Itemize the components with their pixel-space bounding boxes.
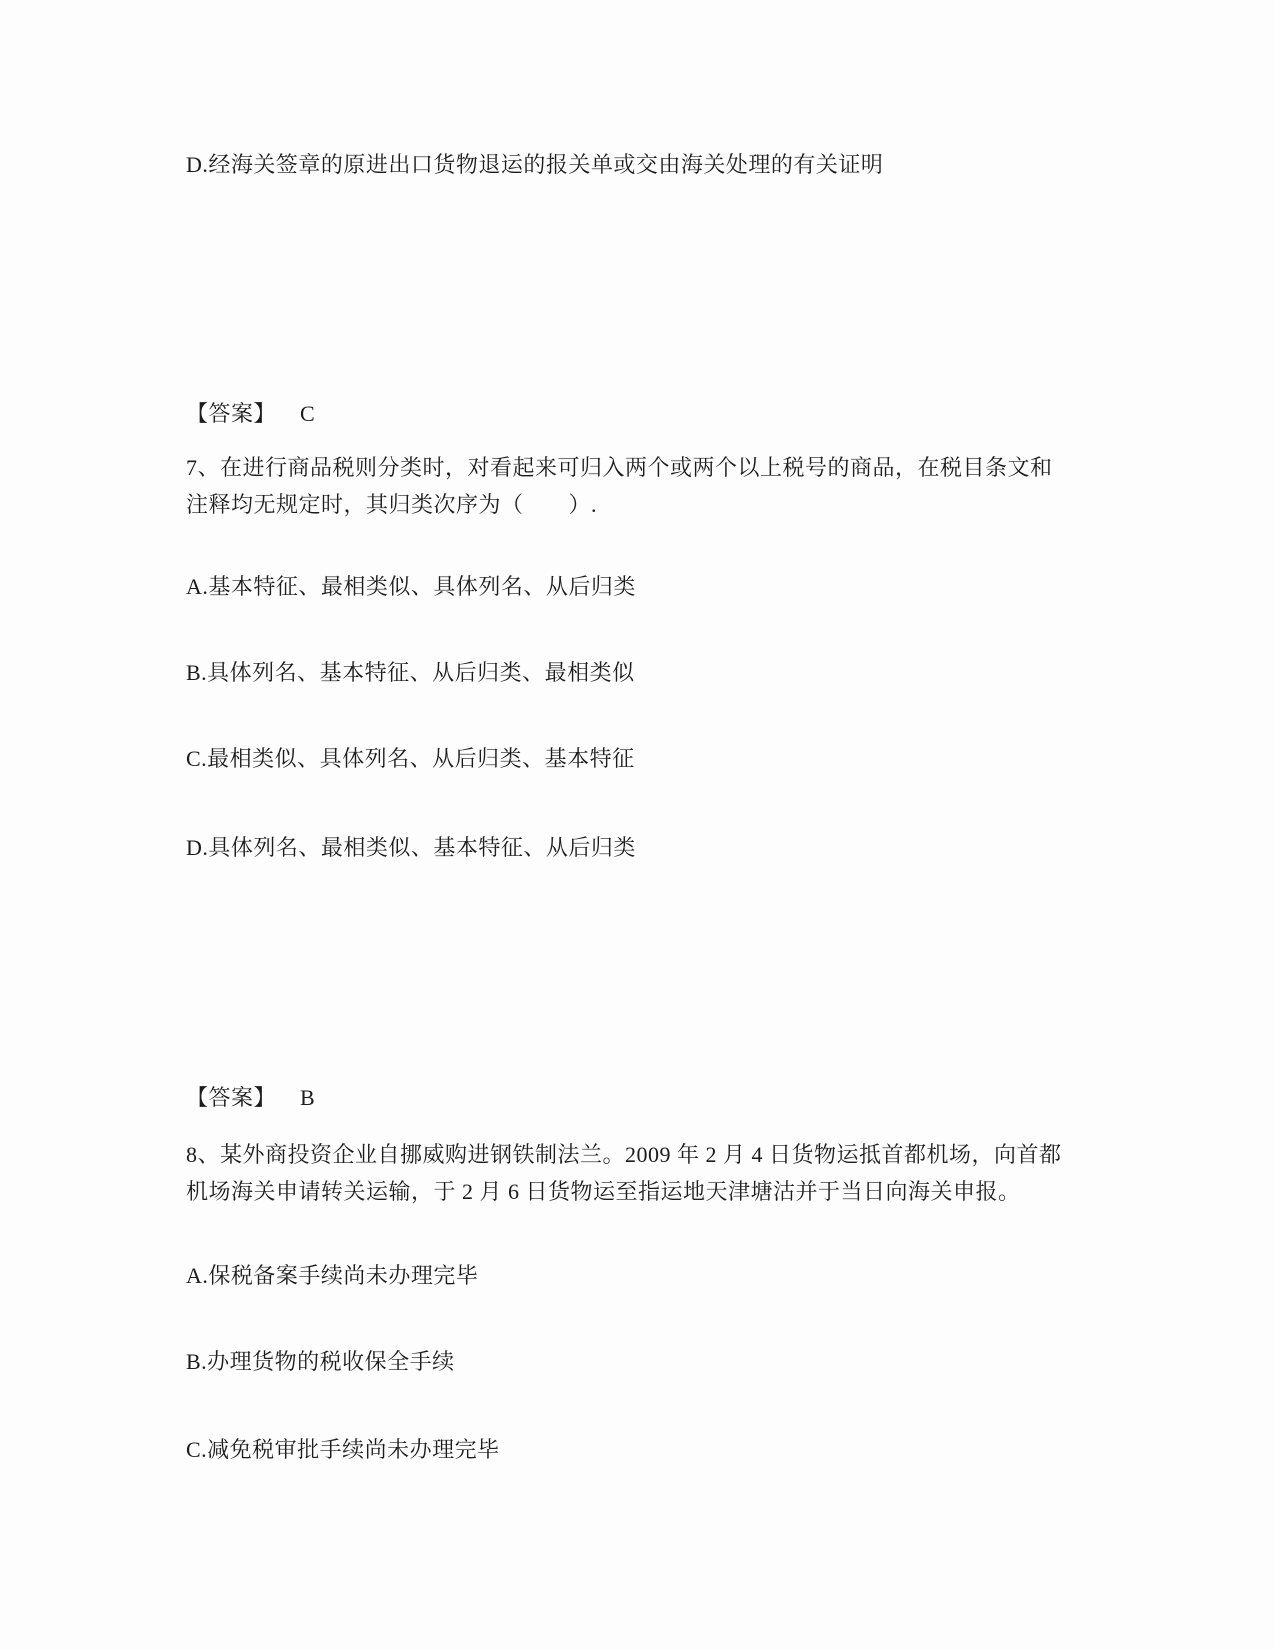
q6-answer-line (186, 399, 1185, 429)
q7-stem-line-1: 7、在进行商品税则分类时，对看起来可归入两个或两个以上税号的商品，在税目条文和 (186, 455, 1053, 480)
q8-stem-line-2: 机场海关申请转关运输，于 2 月 6 日货物运至指运地天津塘沽并于当日向海关申报。 (186, 1179, 1021, 1204)
q7-option-b: B.具体列名、基本特征、从后归类、最相类似 (186, 660, 635, 685)
q7-stem-line-2: 注释均无规定时，其归类次序为（ ）. (186, 492, 598, 517)
q6-answer-label: 【答案】 (186, 401, 277, 426)
q6-option-d: D.经海关签章的原进出口货物退运的报关单或交由海关处理的有关证明 (186, 152, 884, 177)
q7-option-c: C.最相类似、具体列名、从后归类、基本特征 (186, 746, 635, 771)
q7-answer-label: 【答案】 (186, 1085, 277, 1110)
q6-answer-value: C (300, 401, 316, 426)
q7-option-d: D.具体列名、最相类似、基本特征、从后归类 (186, 835, 636, 860)
q7-answer-line (186, 1083, 1185, 1113)
q8-option-a: A.保税备案手续尚未办理完毕 (186, 1263, 479, 1288)
q8-option-c: C.减免税审批手续尚未办理完毕 (186, 1437, 500, 1462)
q7-option-a: A.基本特征、最相类似、具体列名、从后归类 (186, 574, 636, 599)
q8-option-b: B.办理货物的税收保全手续 (186, 1349, 455, 1374)
q8-stem-line-1: 8、某外商投资企业自挪威购进钢铁制法兰。2009 年 2 月 4 日货物运抵首都机场，向首都 (186, 1142, 1062, 1167)
q7-answer-value: B (300, 1085, 316, 1110)
